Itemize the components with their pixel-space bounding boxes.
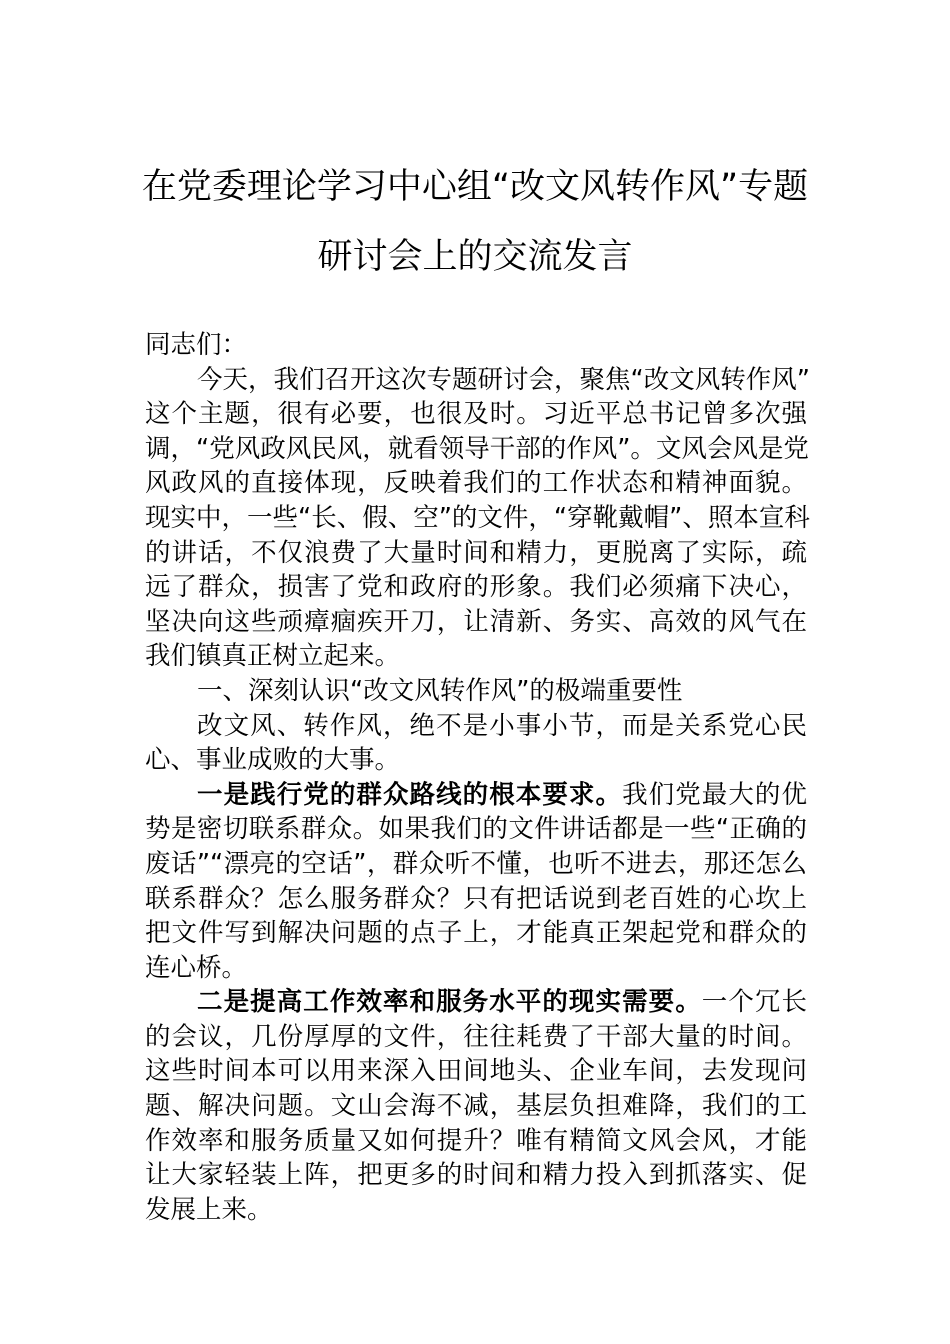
text-line: 这些时间本可以用来深入田间地头、企业车间，去发现问 xyxy=(145,1056,807,1087)
salutation: 同志们： xyxy=(145,330,248,360)
text-line: 势是密切联系群众。如果我们的文件讲话都是一些“正确的 xyxy=(145,814,807,845)
paragraph xyxy=(145,985,807,1227)
paragraph xyxy=(145,778,807,986)
text-line: 风政风的直接体现，反映着我们的工作状态和精神面貌。 xyxy=(145,468,807,499)
text-line: 远了群众，损害了党和政府的形象。我们必须痛下决心， xyxy=(145,572,807,603)
text-line: 题、解决问题。文山会海不减，基层负担难降，我们的工 xyxy=(145,1091,807,1122)
text-line xyxy=(145,985,807,1020)
text-line: 这个主题，很有必要，也很及时。习近平总书记曾多次强 xyxy=(145,399,807,430)
text-line: 作效率和服务质量又如何提升？唯有精简文风会风，才能 xyxy=(145,1125,807,1156)
text-line: 现实中，一些“长、假、空”的文件，“穿靴戴帽”、照本宣科 xyxy=(145,502,810,533)
text-line: 坚决向这些顽瘴痼疾开刀，让清新、务实、高效的风气在 xyxy=(145,606,807,637)
document-title-line-2: 研讨会上的交流发言 xyxy=(317,237,633,277)
document-title-line-1: 在党委理论学习中心组“改文风转作风”专题 xyxy=(141,167,809,207)
text-line xyxy=(145,778,807,813)
text-line: 今天，我们召开这次专题研讨会，聚焦“改文风转作风” xyxy=(197,364,810,395)
document-body xyxy=(145,328,810,1227)
paragraph xyxy=(145,363,810,674)
section-heading xyxy=(145,674,807,709)
text-run: 一个冗长 xyxy=(701,987,807,1018)
text-line: 联系群众？怎么服务群众？只有把话说到老百姓的心坎上 xyxy=(145,883,807,914)
text-line: 把文件写到解决问题的点子上，才能真正架起党和群众的 xyxy=(145,918,807,949)
text-line: 调，“党风政风民风，就看领导干部的作风”。文风会风是党 xyxy=(145,433,809,464)
text-line: 的讲话，不仅浪费了大量时间和精力，更脱离了实际，疏 xyxy=(145,537,807,568)
text-line: 心、事业成败的大事。 xyxy=(145,745,401,776)
bold-lead: 一是践行党的群众路线的根本要求。 xyxy=(197,779,623,810)
text-line: 的会议，几份厚厚的文件，往往耗费了干部大量的时间。 xyxy=(145,1021,807,1052)
text-line: 改文风、转作风，绝不是小事小节，而是关系党心民 xyxy=(197,710,807,741)
paragraph xyxy=(145,709,807,778)
text-run: 我们党最大的优 xyxy=(622,779,807,810)
text-line: 一、深刻认识“改文风转作风”的极端重要性 xyxy=(197,675,683,706)
text-line: 连心桥。 xyxy=(145,952,248,983)
text-line: 我们镇真正树立起来。 xyxy=(145,641,401,672)
text-line: 发展上来。 xyxy=(145,1194,273,1225)
bold-lead: 二是提高工作效率和服务水平的现实需要。 xyxy=(197,987,702,1018)
text-line: 废话”“漂亮的空话”，群众听不懂，也听不进去，那还怎么 xyxy=(145,848,807,879)
text-line: 让大家轻装上阵，把更多的时间和精力投入到抓落实、促 xyxy=(145,1160,807,1191)
